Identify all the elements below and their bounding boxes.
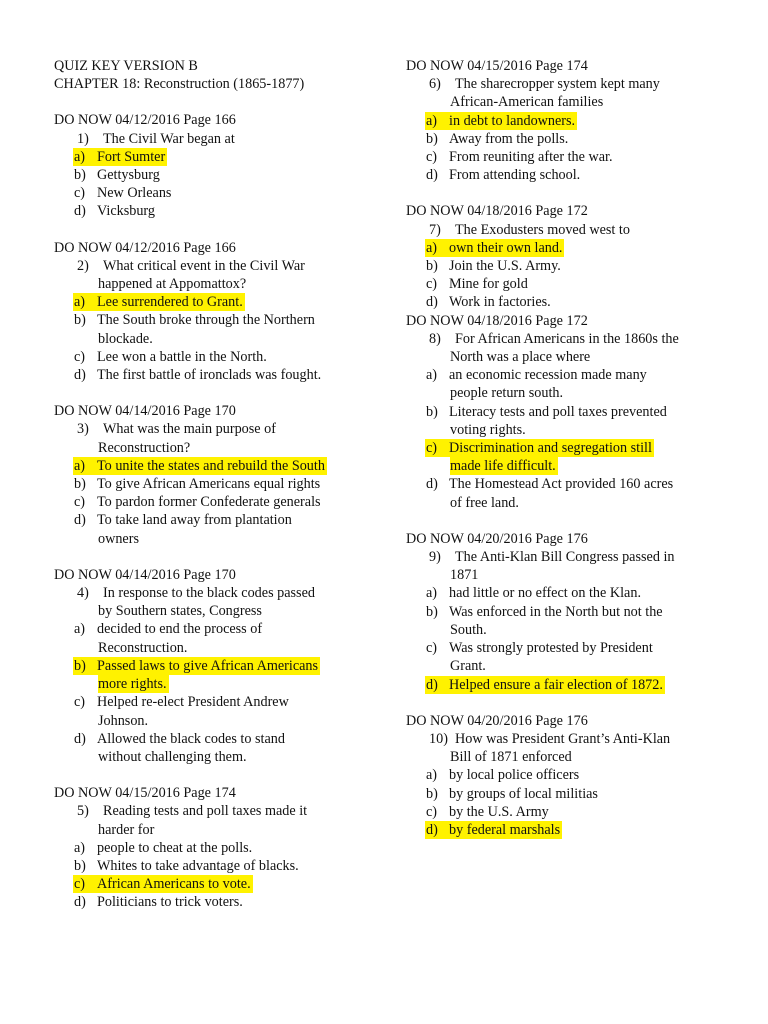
answer-text-continued: people return south. — [450, 385, 564, 402]
question-number: 5) — [77, 803, 89, 820]
answer-letter: d) — [74, 512, 86, 529]
question-text — [54, 584, 374, 602]
answer-letter: c) — [426, 149, 438, 166]
question-block — [54, 384, 374, 548]
question-text — [54, 802, 374, 820]
answer-text-continued: of free land. — [450, 494, 519, 511]
question-text-line: happened at Appomattox? — [98, 276, 247, 293]
question-text-line: Reconstruction? — [98, 439, 191, 456]
correct-answer-option — [54, 457, 374, 475]
answer-text-continued: blockade. — [98, 330, 153, 347]
answer-option — [406, 803, 726, 821]
spacer — [406, 694, 726, 712]
question-text — [406, 730, 726, 748]
answer-text: made life difficult. — [450, 458, 556, 475]
answer-text: Mine for gold — [449, 276, 528, 293]
question-heading: DO NOW 04/14/2016 Page 170 — [54, 566, 236, 583]
answer-text-continued: owners — [98, 530, 139, 547]
answer-letter: b) — [426, 603, 438, 620]
answer-letter: d) — [74, 203, 86, 220]
answer-text-continued: South. — [450, 621, 487, 638]
question-heading: DO NOW 04/12/2016 Page 166 — [54, 239, 236, 256]
answer-letter: d) — [426, 167, 438, 184]
answer-text-continued — [54, 675, 374, 693]
spacer — [54, 548, 374, 566]
answer-text: Passed laws to give African Americans — [97, 657, 319, 674]
answer-text: Discrimination and segregation still — [449, 440, 652, 457]
answer-text: The first battle of ironclads was fought. — [97, 367, 322, 384]
answer-text-continued: without challenging them. — [98, 748, 247, 765]
answer-text: Fort Sumter — [97, 148, 166, 165]
question-block — [406, 694, 726, 839]
answer-text-continued: Johnson. — [98, 712, 149, 729]
answer-text: Work in factories. — [449, 294, 551, 311]
answer-text: had little or no effect on the Klan. — [449, 585, 641, 602]
answer-option — [54, 166, 374, 184]
answer-option — [54, 348, 374, 366]
answer-highlight — [73, 293, 245, 311]
spacer — [406, 512, 726, 530]
answer-text: by federal marshals — [449, 821, 561, 838]
correct-answer-option — [406, 439, 726, 457]
question-heading: DO NOW 04/15/2016 Page 174 — [54, 785, 236, 802]
answer-option — [54, 511, 374, 529]
spacer — [54, 766, 374, 784]
answer-text: by the U.S. Army — [449, 803, 549, 820]
answer-letter: b) — [426, 258, 438, 275]
answer-letter: a) — [74, 294, 86, 311]
answer-text: The South broke through the Northern — [97, 312, 315, 329]
correct-answer-option — [54, 148, 374, 166]
answer-text: more rights. — [98, 676, 167, 693]
question-text-line: The Civil War began at — [103, 130, 235, 147]
answer-text: by groups of local militias — [449, 785, 598, 802]
answer-letter: d) — [74, 730, 86, 747]
answer-option — [54, 620, 374, 638]
right-question-list — [406, 57, 726, 839]
question-text-line: 1871 — [450, 567, 479, 584]
correct-answer-option — [406, 112, 726, 130]
answer-text: Whites to take advantage of blacks. — [97, 857, 299, 874]
question-text — [406, 548, 726, 566]
question-number: 8) — [429, 330, 441, 347]
left-column — [54, 57, 374, 912]
question-text — [406, 330, 726, 348]
question-block — [54, 766, 374, 911]
question-number: 1) — [77, 130, 89, 147]
answer-highlight — [73, 657, 320, 675]
answer-text-continued — [406, 457, 726, 475]
answer-letter: c) — [74, 348, 86, 365]
question-text — [54, 130, 374, 148]
answer-letter: d) — [74, 367, 86, 384]
answer-highlight — [73, 457, 327, 475]
answer-text: Away from the polls. — [449, 130, 569, 147]
question-text — [406, 221, 726, 239]
answer-option — [54, 893, 374, 911]
question-text-line: Reading tests and poll taxes made it — [103, 803, 308, 820]
answer-letter: c) — [74, 185, 86, 202]
answer-text-continued: voting rights. — [450, 421, 526, 438]
answer-letter: a) — [426, 112, 438, 129]
answer-letter: a) — [426, 367, 438, 384]
question-text-line: How was President Grant’s Anti-Klan — [455, 730, 671, 747]
answer-highlight — [425, 821, 562, 839]
answer-letter: b) — [74, 476, 86, 493]
answer-letter: a) — [74, 148, 86, 165]
spacer — [54, 93, 374, 111]
answer-text: To pardon former Confederate generals — [97, 494, 321, 511]
answer-option — [406, 785, 726, 803]
answer-option — [54, 730, 374, 748]
answer-highlight — [73, 875, 253, 893]
answer-text: Helped re-elect President Andrew — [97, 694, 289, 711]
answer-option — [54, 475, 374, 493]
question-text-line: African-American families — [450, 94, 604, 111]
answer-letter: d) — [74, 894, 86, 911]
answer-text: decided to end the process of — [97, 621, 263, 638]
question-text-line: In response to the black codes passed — [103, 585, 315, 602]
answer-option — [54, 311, 374, 329]
answer-letter: b) — [426, 403, 438, 420]
answer-text: people to cheat at the polls. — [97, 839, 253, 856]
answer-text: Literacy tests and poll taxes prevented — [449, 403, 667, 420]
question-heading: DO NOW 04/18/2016 Page 172 — [406, 203, 588, 220]
answer-letter: b) — [74, 657, 86, 674]
answer-option — [406, 257, 726, 275]
answer-letter: c) — [426, 640, 438, 657]
answer-option — [406, 403, 726, 421]
question-heading: DO NOW 04/12/2016 Page 166 — [54, 112, 236, 129]
answer-text: Helped ensure a fair election of 1872. — [449, 676, 663, 693]
question-block — [406, 312, 726, 512]
correct-answer-option — [406, 239, 726, 257]
question-block — [54, 221, 374, 385]
answer-text: by local police officers — [449, 767, 580, 784]
answer-text: Lee won a battle in the North. — [97, 348, 267, 365]
question-text-line: by Southern states, Congress — [98, 603, 262, 620]
answer-text: an economic recession made many — [449, 367, 647, 384]
answer-highlight — [73, 148, 167, 166]
answer-text: Politicians to trick voters. — [97, 894, 243, 911]
answer-letter: b) — [426, 785, 438, 802]
answer-text: To give African Americans equal rights — [97, 476, 321, 493]
correct-answer-option — [54, 657, 374, 675]
answer-text: Gettysburg — [97, 167, 160, 184]
left-question-list — [54, 111, 374, 911]
answer-text-continued: Reconstruction. — [98, 639, 188, 656]
answer-letter: a) — [426, 767, 438, 784]
question-heading: DO NOW 04/20/2016 Page 176 — [406, 530, 588, 547]
question-text-line: What critical event in the Civil War — [103, 257, 305, 274]
question-heading: DO NOW 04/14/2016 Page 170 — [54, 403, 236, 420]
question-number: 7) — [429, 221, 441, 238]
spacer — [54, 384, 374, 402]
chapter-title: CHAPTER 18: Reconstruction (1865-1877) — [54, 76, 305, 93]
answer-text: New Orleans — [97, 185, 172, 202]
answer-text: African Americans to vote. — [97, 876, 251, 893]
answer-highlight — [425, 112, 577, 130]
answer-option — [54, 202, 374, 220]
answer-letter: b) — [74, 312, 86, 329]
answer-option — [54, 857, 374, 875]
question-number: 9) — [429, 549, 441, 566]
answer-option — [406, 130, 726, 148]
question-text — [54, 420, 374, 438]
answer-letter: d) — [426, 676, 438, 693]
answer-letter: a) — [74, 457, 86, 474]
answer-text: Was enforced in the North but not the — [449, 603, 663, 620]
answer-highlight — [425, 439, 654, 457]
question-text-line: The Exodusters moved west to — [455, 221, 630, 238]
answer-letter: d) — [426, 821, 438, 838]
answer-text-continued: Grant. — [450, 658, 486, 675]
answer-option — [54, 839, 374, 857]
question-block — [406, 512, 726, 694]
quiz-title: QUIZ KEY VERSION B — [54, 58, 198, 74]
answer-option — [406, 275, 726, 293]
answer-option — [54, 184, 374, 202]
answer-text: To take land away from plantation — [97, 512, 292, 529]
correct-answer-option — [406, 821, 726, 839]
spacer — [54, 221, 374, 239]
answer-letter: c) — [74, 694, 86, 711]
answer-option — [406, 584, 726, 602]
answer-text: in debt to landowners. — [449, 112, 576, 129]
question-text-line: The sharecropper system kept many — [455, 76, 660, 93]
question-text-line: North was a place where — [450, 349, 591, 366]
question-block — [406, 184, 726, 311]
question-heading: DO NOW 04/15/2016 Page 174 — [406, 58, 588, 74]
question-text-line: What was the main purpose of — [103, 421, 276, 438]
answer-option — [406, 766, 726, 784]
answer-option — [406, 603, 726, 621]
answer-letter: a) — [426, 239, 438, 256]
right-column — [406, 57, 726, 839]
answer-letter: d) — [426, 294, 438, 311]
question-text-line: For African Americans in the 1860s the — [455, 330, 679, 347]
answer-text: Lee surrendered to Grant. — [97, 294, 243, 311]
question-text — [406, 75, 726, 93]
answer-option — [406, 366, 726, 384]
answer-letter: a) — [426, 585, 438, 602]
answer-text: To unite the states and rebuild the South — [97, 457, 325, 474]
answer-letter: c) — [426, 803, 438, 820]
question-text-line: Bill of 1871 enforced — [450, 749, 572, 766]
correct-answer-option — [54, 875, 374, 893]
answer-option — [406, 639, 726, 657]
correct-answer-option — [406, 676, 726, 694]
answer-text: Join the U.S. Army. — [449, 258, 561, 275]
answer-option — [54, 693, 374, 711]
answer-letter: a) — [74, 839, 86, 856]
answer-highlight — [425, 676, 665, 694]
answer-letter: c) — [426, 276, 438, 293]
question-text-line: harder for — [98, 821, 155, 838]
question-number: 2) — [77, 257, 89, 274]
answer-text: own their own land. — [449, 239, 563, 256]
question-number: 10) — [429, 730, 448, 747]
question-block — [54, 548, 374, 766]
answer-option — [54, 366, 374, 384]
answer-letter: d) — [426, 476, 438, 493]
question-heading: DO NOW 04/18/2016 Page 172 — [406, 312, 588, 329]
answer-option — [406, 148, 726, 166]
question-block — [54, 111, 374, 220]
answer-option — [406, 475, 726, 493]
answer-letter: b) — [74, 857, 86, 874]
spacer — [406, 184, 726, 202]
answer-letter: b) — [426, 130, 438, 147]
question-text-line: The Anti-Klan Bill Congress passed in — [455, 549, 675, 566]
answer-letter: a) — [74, 621, 86, 638]
answer-letter: c) — [426, 440, 438, 457]
correct-answer-option — [54, 293, 374, 311]
question-number: 4) — [77, 585, 89, 602]
question-text — [54, 257, 374, 275]
answer-option — [54, 493, 374, 511]
answer-letter: c) — [74, 876, 86, 893]
answer-text: Was strongly protested by President — [449, 640, 653, 657]
question-number: 6) — [429, 76, 441, 93]
answer-text: From attending school. — [449, 167, 581, 184]
answer-text: Vicksburg — [97, 203, 155, 220]
answer-option — [406, 166, 726, 184]
answer-letter: c) — [74, 494, 86, 511]
answer-option — [406, 293, 726, 311]
answer-text: From reuniting after the war. — [449, 149, 613, 166]
answer-text: Allowed the black codes to stand — [97, 730, 285, 747]
answer-text: The Homestead Act provided 160 acres — [449, 476, 674, 493]
answer-letter: b) — [74, 167, 86, 184]
answer-highlight — [425, 239, 564, 257]
question-block — [406, 57, 726, 184]
question-heading: DO NOW 04/20/2016 Page 176 — [406, 712, 588, 729]
question-number: 3) — [77, 421, 89, 438]
